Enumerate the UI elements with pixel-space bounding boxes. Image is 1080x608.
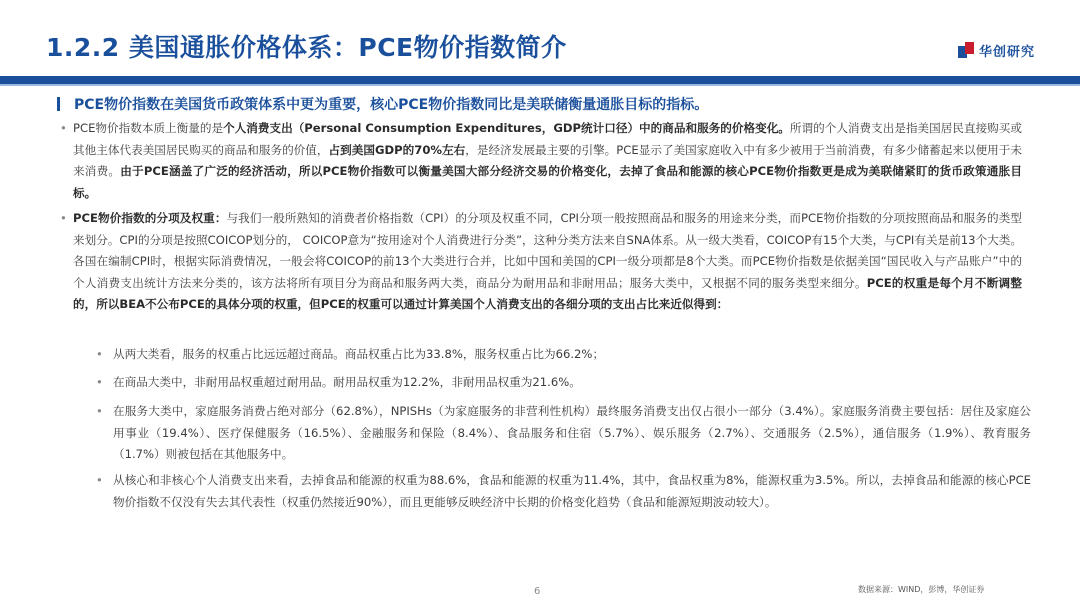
bullet-pce-weights bbox=[60, 208, 1022, 316]
bullet-dot: • bbox=[60, 211, 67, 225]
sub-item-text: 在商品大类中，非耐用品权重超过耐用品。耐用品权重为12.2%，非耐用品权重为21.6%。 bbox=[113, 375, 581, 389]
bullet-text bbox=[73, 118, 1022, 204]
sub-item-core-noncore bbox=[96, 470, 1031, 513]
sub-bullet-dot: • bbox=[96, 347, 103, 361]
bullet-dot: • bbox=[60, 121, 67, 135]
bullet1-part6: 由于PCE涵盖了广泛的经济活动，所以PCE物价指数可以衡量美国大部分经济交易的价格变化，去掉了食品和能源的核心PCE物价指数更是成为美联储紧盯的货币政策通胀目标。 bbox=[73, 164, 1022, 200]
bullet1-part5: ，是经济发展最主要的引擎。PCE显示了美国家庭收入中有多少被用于当前消费，有多少储蓄起来以便用于未来消费。 bbox=[73, 142, 1023, 179]
sub-bullet-dot: • bbox=[96, 375, 103, 389]
section-subheading bbox=[57, 94, 1057, 114]
sub-item-text: 从核心和非核心个人消费支出来看，去掉食品和能源的权重为88.6%，食品和能源的权重为11.4%，其中，食品权重为8%，能源权重为3.5%。所以，去掉食品和能源的核心PCE物价指数不仅没有失去其代表性（权重仍然接近90%），而且更能够反映经济中长期的价格变化趋势（食品和能源短期波动较大）。 bbox=[113, 473, 1031, 509]
bullet2-part1: PCE物价指数的分项及权重： bbox=[73, 211, 227, 225]
bullet-text bbox=[73, 208, 1022, 316]
logo-text: 华创研究 bbox=[979, 44, 1036, 60]
subheading-marker bbox=[57, 97, 60, 111]
sub-bullet-dot: • bbox=[96, 473, 103, 487]
bullet2-part3: PCE的权重是每个月不断调整的，所以BEA不公布PCE的具体分项的权重，但PCE的权重可以通过计算美国个人消费支出的各细分项的支出占比来近似得到： bbox=[73, 275, 1022, 312]
page-title: 1.2.2 美国通胀价格体系：PCE物价指数简介 bbox=[46, 33, 567, 62]
header-divider bbox=[0, 76, 1080, 84]
bullet-pce-definition bbox=[60, 118, 1022, 204]
sub-item-services-breakdown bbox=[96, 401, 1031, 466]
page-number: 6 bbox=[534, 586, 541, 597]
sub-item-goods-breakdown bbox=[96, 372, 1031, 394]
bullet2-part2: 与我们一般所熟知的消费者价格指数（CPI）的分项及权重不同，CPI分项一般按照商品和服务的用途来分类，而PCE物价指数的分项按照商品和服务的类型来划分。CPI的分项是按照COICOP划分的， COICOP意为“按用途对个人消费进行分类”，这种分类方法来自SNA体系。从一级大类看，COICOP有15个大类，与CPI有关是前13个大类。各国在编制CPI时，根据实际消费情况，一般会将COICOP的前13个大类进行合并，比如中国和美国的CPI一级分项都是8个大类。而PCE物价指数是依据美国“国民收入与产品账户”中的个人消费支出统计方法来分类的，该方法将所有项目分为商品和服务两大类，商品分为耐用品和非耐用品；服务大类中，又根据不同的服务类型来细分。 bbox=[73, 211, 1022, 290]
sub-item-goods-services bbox=[96, 344, 1031, 366]
bullet1-part4: 占到美国GDP的70%左右 bbox=[328, 142, 466, 157]
subheading-text: PCE物价指数在美国货币政策体系中更为重要，核心PCE物价指数同比是美联储衡量通胀目标的指标。 bbox=[74, 97, 709, 113]
header-divider-light bbox=[0, 84, 1080, 86]
bullet1-part3: 所谓的个人消费支出是指美国居民直接购买或其他主体代表美国居民购买的商品和服务的价值， bbox=[73, 121, 1022, 157]
sub-bullet-dot: • bbox=[96, 404, 103, 418]
sub-item-text: 在服务大类中，家庭服务消费占绝对部分（62.8%），NPISHs（为家庭服务的非营利性机构）最终服务消费支出仅占很小一部分（3.4%）。家庭服务消费主要包括：居住及家庭公用事业（19.4%）、医疗保健服务（16.5%）、金融服务和保险（8.4%）、食品服务和住宿（5.7%）、娱乐服务（2.7%）、交通服务（2.5%），通信服务（1.9%）、教育服务（1.7%）则被包括在其他服务中。 bbox=[113, 404, 1031, 462]
logo-icon bbox=[958, 42, 974, 58]
brand-logo bbox=[958, 40, 1035, 60]
sub-item-text: 从两大类看，服务的权重占比远远超过商品。商品权重占比为33.8%，服务权重占比为66.2%； bbox=[113, 347, 605, 361]
bullet1-part1: PCE物价指数本质上衡量的是 bbox=[73, 121, 224, 135]
data-source-note: 数据来源：WIND，彭博，华创证券 bbox=[858, 585, 985, 594]
bullet1-part2: 个人消费支出（Personal Consumption Expenditures，GDP统计口径）中的商品和服务的价格变化。 bbox=[223, 121, 790, 135]
